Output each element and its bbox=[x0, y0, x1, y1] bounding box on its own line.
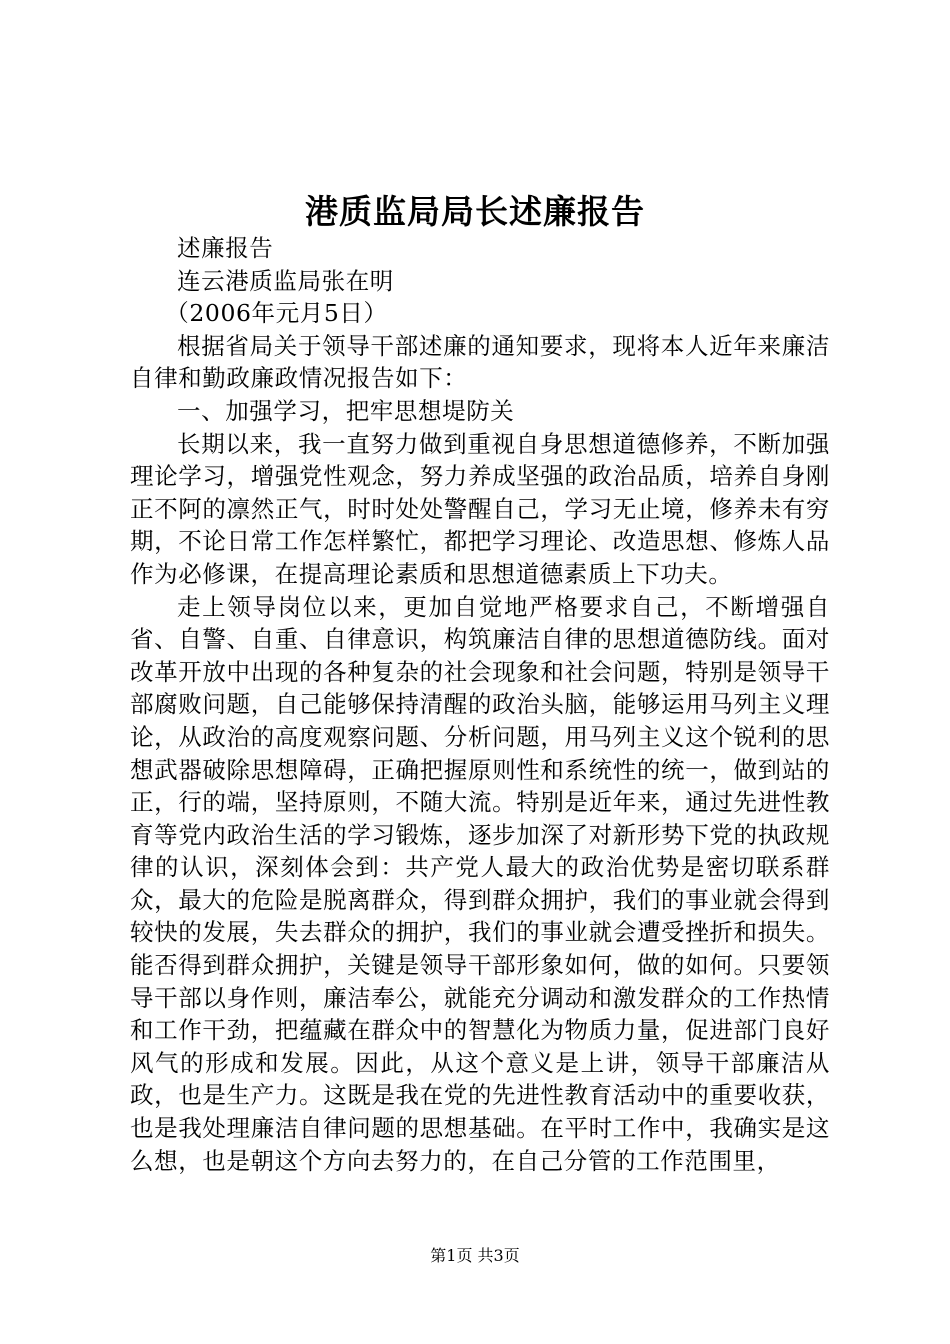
paragraph-leadership: 走上领导岗位以来，更加自觉地严格要求自己，不断增强自省、自警、自重、自律意识，构筑廉洁自律的思想道德防线。面对改革开放中出现的各种复杂的社会现象和社会问题，特别是领导干部腐败问题，自己能够保持清醒的政治头脑，能够运用马列主义理论，从政治的高度观察问题、分析问题，用马列主义这个锐利的思想武器破除思想障碍，正确把握原则性和系统性的统一，做到站的正，行的端，坚持原则，不随大流。特别是近年来，通过先进性教育等党内政治生活的学习锻炼，逐步加深了对新形势下党的执政规律的认识，深刻体会到：共产党人最大的政治优势是密切联系群众，最大的危险是脱离群众，得到群众拥护，我们的事业就会得到较快的发展，失去群众的拥护，我们的事业就会遭受挫折和损失。能否得到群众拥护，关键是领导干部形象如何，做的如何。只要领导干部以身作则，廉洁奉公，就能充分调动和激发群众的工作热情和工作干劲，把蕴藏在群众中的智慧化为物质力量，促进部门良好风气的形成和发展。因此，从这个意义是上讲，领导干部廉洁从政，也是生产力。这既是我在党的先进性教育活动中的重要收获，也是我处理廉洁自律问题的思想基础。在平时工作中，我确实是这么想，也是朝这个方向去努力的，在自己分管的工作范围里， bbox=[130, 592, 830, 1175]
paragraph-study: 长期以来，我一直努力做到重视自身思想道德修养，不断加强理论学习，增强党性观念，努力养成坚强的政治品质，培养自身刚正不阿的凛然正气，时时处处警醒自己，学习无止境，修养未有穷期，不论日常工作怎样繁忙，都把学习理论、改造思想、修炼人品作为必修课，在提高理论素质和思想道德素质上下功夫。 bbox=[130, 429, 830, 588]
paragraph-date: （2006年元月5日） bbox=[165, 299, 388, 328]
paragraph-intro: 根据省局关于领导干部述廉的通知要求，现将本人近年来廉洁自律和勤政廉政情况报告如下： bbox=[130, 331, 830, 393]
page-footer: 第1页 共3页 bbox=[430, 1246, 520, 1265]
paragraph-heading-label: 述廉报告 bbox=[177, 234, 274, 262]
paragraph-author: 连云港质监局张在明 bbox=[177, 266, 394, 295]
document-body bbox=[130, 232, 830, 1177]
document-title: 港质监局局长述廉报告 bbox=[305, 192, 645, 231]
section-heading-1: 一、加强学习，把牢思想堤防关 bbox=[177, 396, 515, 425]
